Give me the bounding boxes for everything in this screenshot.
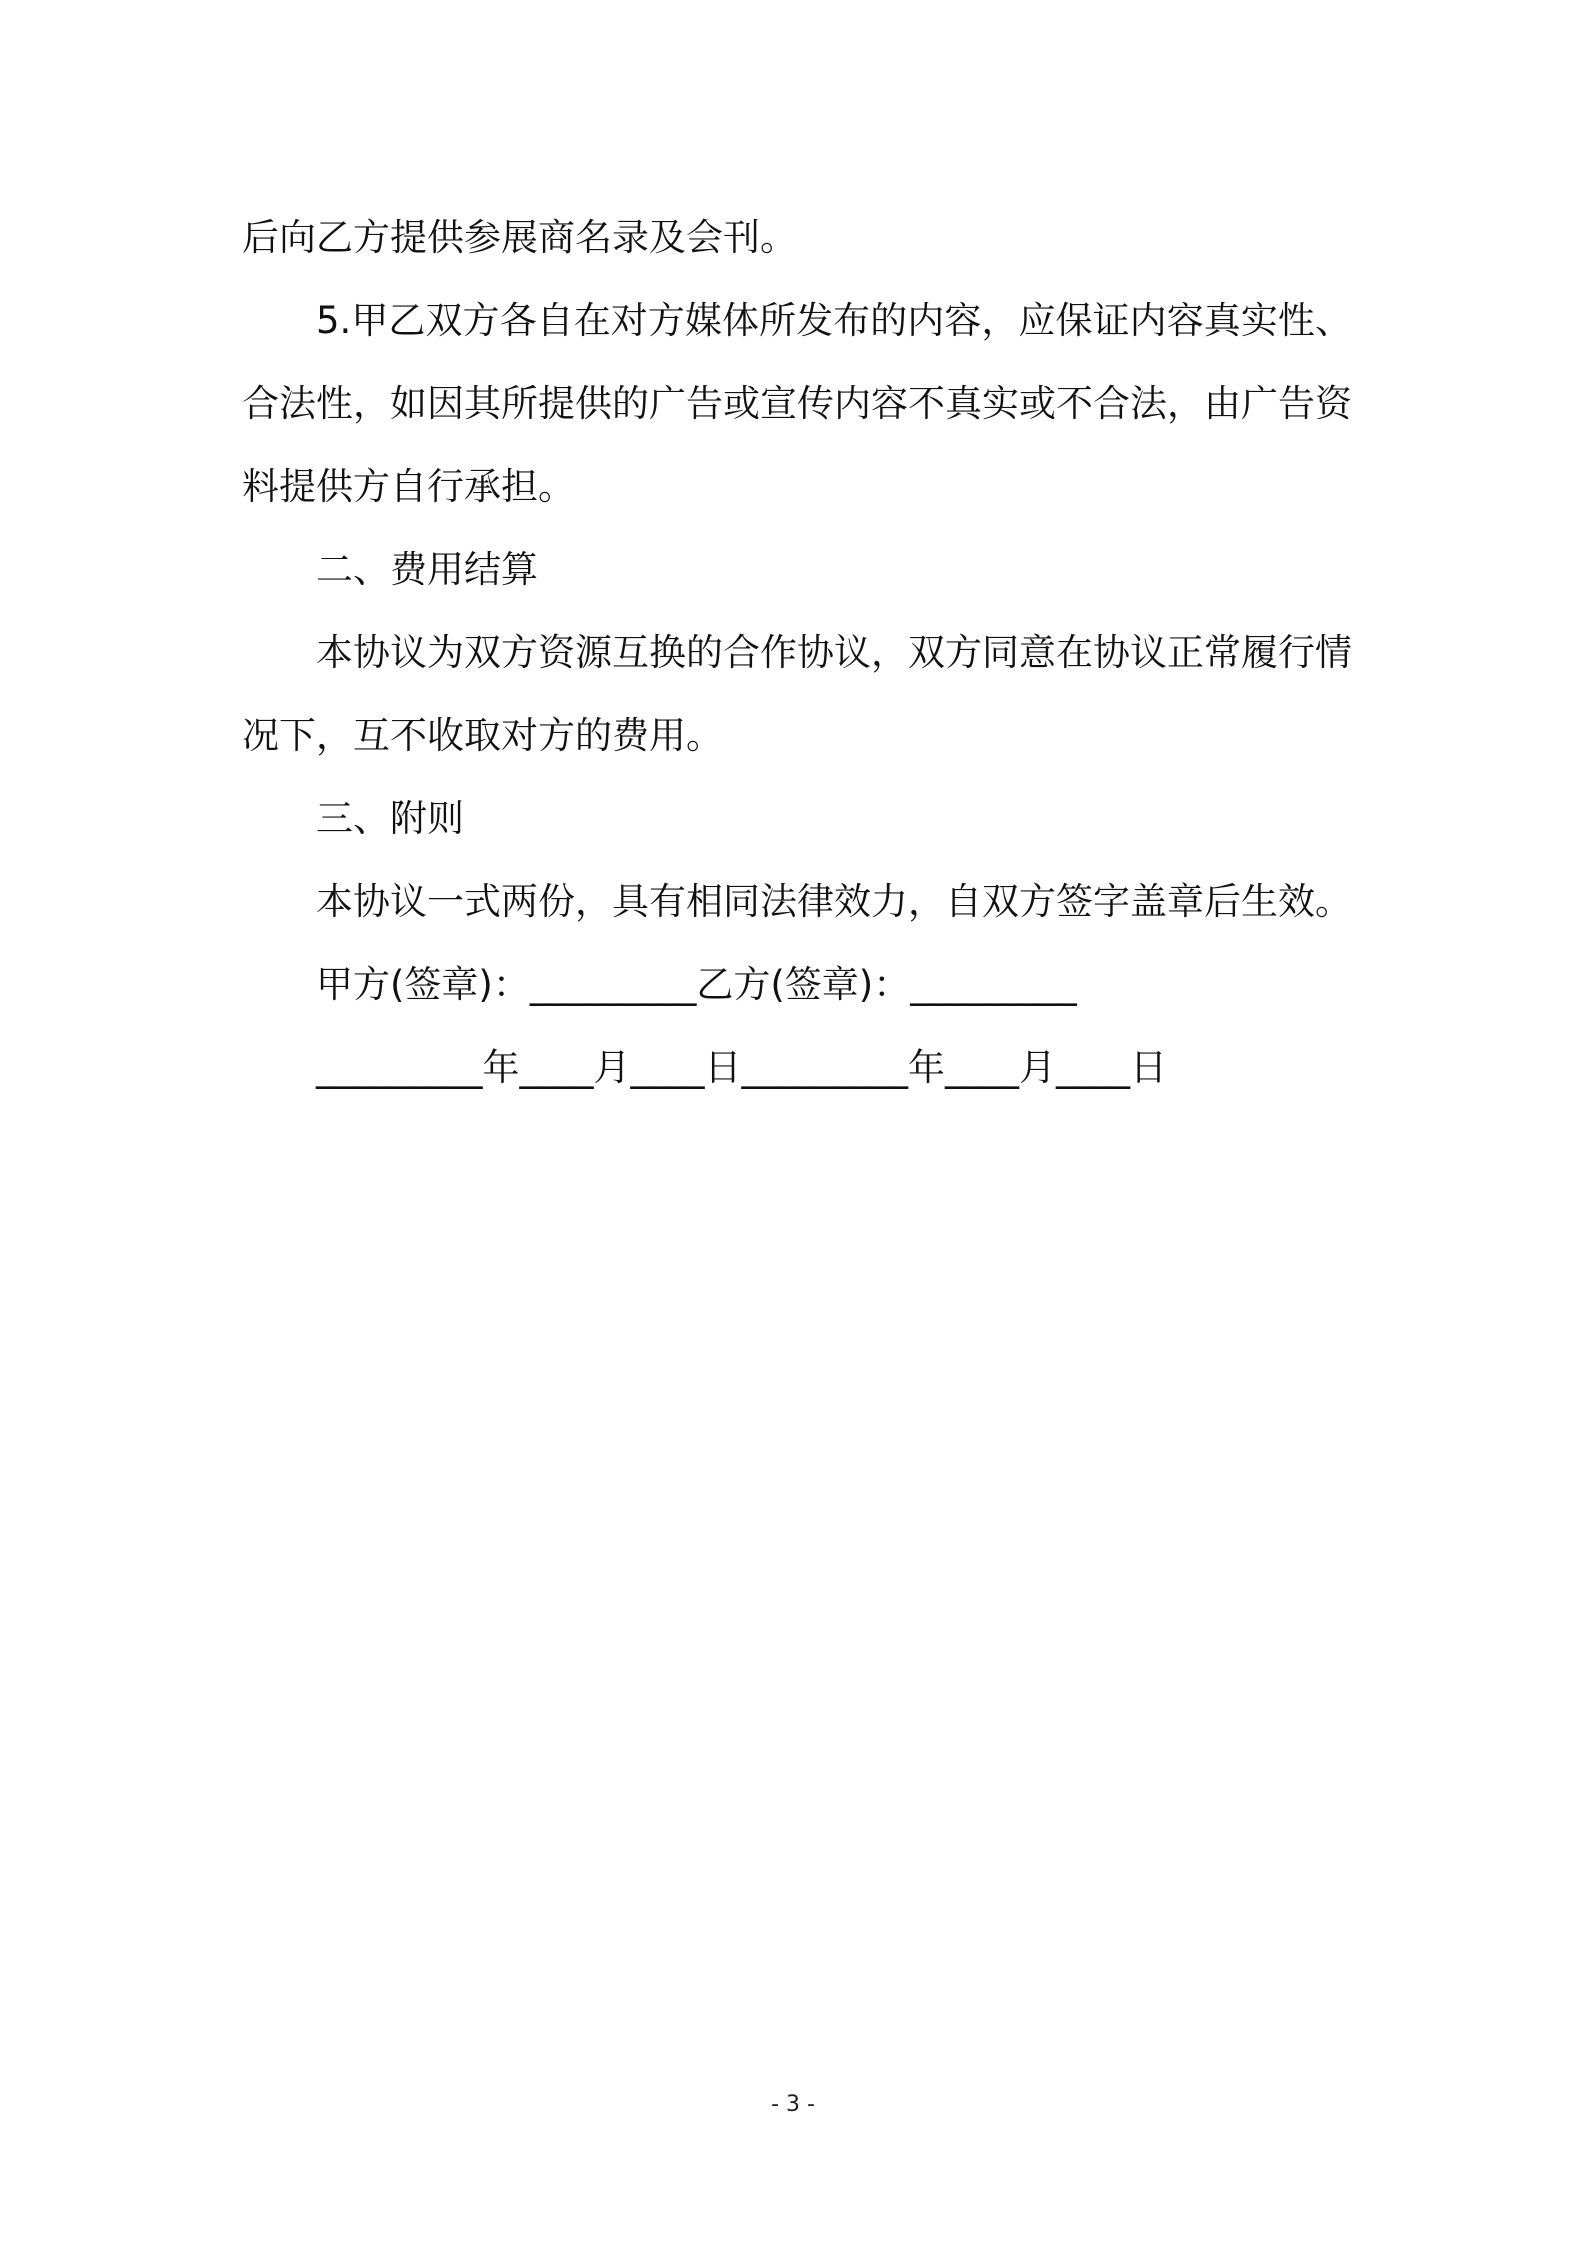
paragraph-line: 况下，互不收取对方的费用。 xyxy=(242,714,723,757)
date-line: _________年____月____日_________年____月____日 xyxy=(316,1046,1167,1089)
paragraph-line: 本协议为双方资源互换的合作协议，双方同意在协议正常履行情 xyxy=(316,631,1352,674)
section-heading: 三、附则 xyxy=(316,797,464,840)
paragraph-line: 本协议一式两份，具有相同法律效力，自双方签字盖章后生效。 xyxy=(316,880,1352,923)
document-body xyxy=(242,196,1352,1109)
paragraph-line: 合法性，如因其所提供的广告或宣传内容不真实或不合法，由广告资 xyxy=(242,382,1352,425)
signature-line: 甲方(签章)：_________乙方(签章)：_________ xyxy=(316,963,1077,1006)
section-heading: 二、费用结算 xyxy=(316,548,538,591)
paragraph-line: 5.甲乙双方各自在对方媒体所发布的内容，应保证内容真实性、 xyxy=(316,299,1352,342)
page-number: - 3 - xyxy=(771,2092,815,2117)
paragraph-line: 后向乙方提供参展商名录及会刊。 xyxy=(242,216,797,259)
paragraph-line: 料提供方自行承担。 xyxy=(242,465,575,508)
